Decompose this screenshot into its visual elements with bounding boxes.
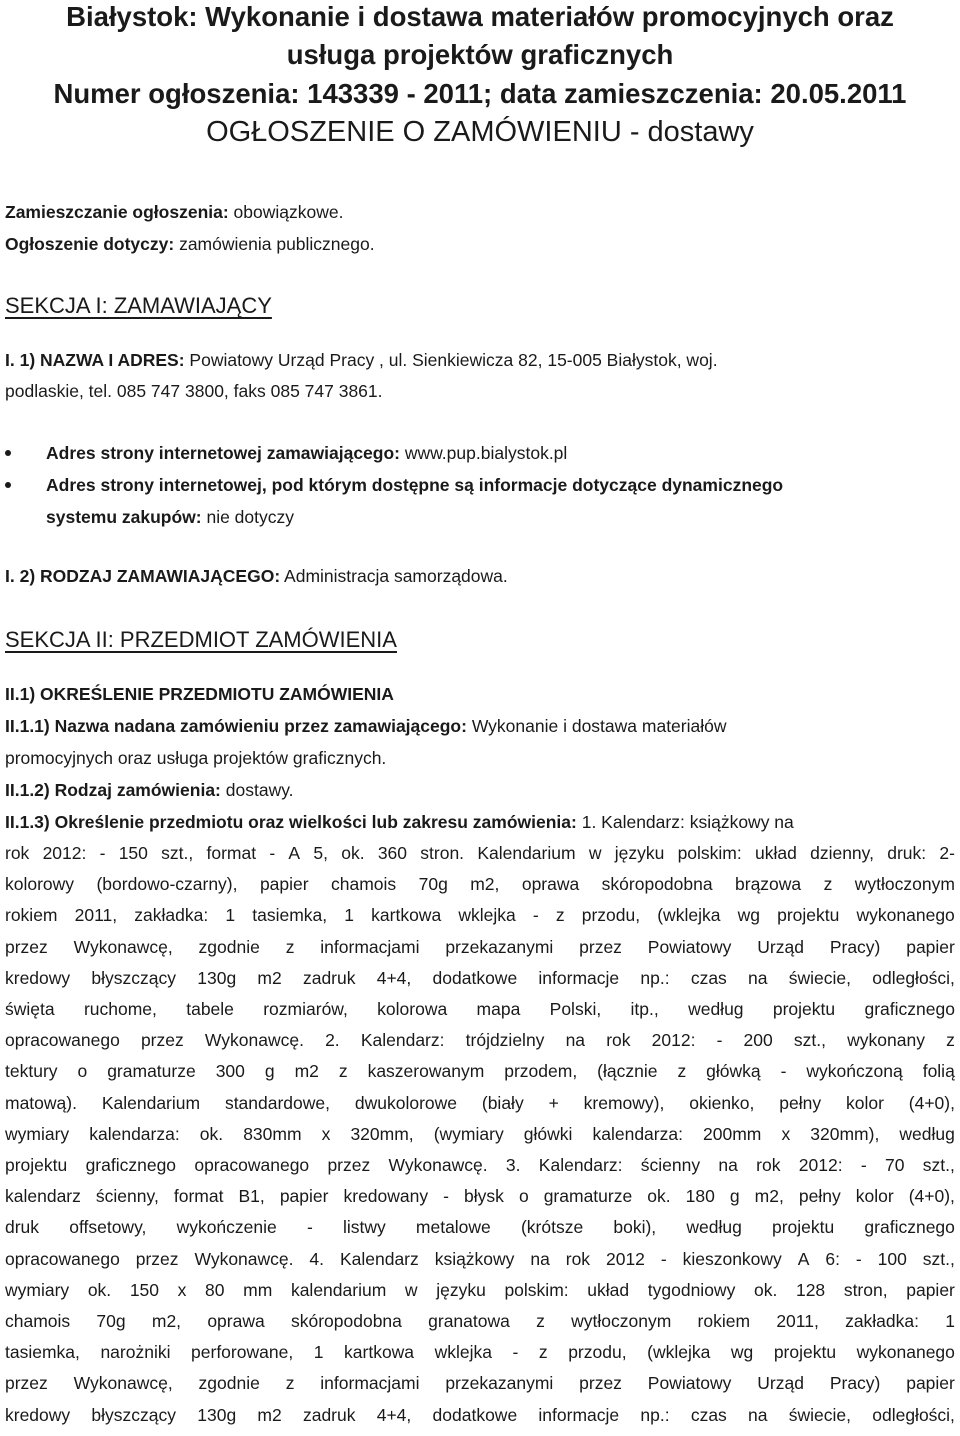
dynamic-system-line-2 xyxy=(46,507,294,528)
scope-line: chamois 70g m2, oprawa skóropodobna granatowa z wytłoczonym rokiem 2011, zakładka: 1 xyxy=(5,1311,955,1331)
scope-line-0: 1. Kalendarz: książkowy na xyxy=(576,812,794,832)
subsection-heading: II.1) OKREŚLENIE PRZEDMIOTU ZAMÓWIENIA xyxy=(5,684,394,704)
bullet-icon xyxy=(5,450,11,456)
scope-line: kredowy błyszczący 130g m2 zadruk 4+4, dodatkowe informacje np.: czas na świecie, odległości, xyxy=(5,967,955,988)
authority-type-line xyxy=(5,566,508,587)
order-name-value-1: Wykonanie i dostawa materiałów xyxy=(466,716,727,736)
scope-line: wymiary kalendarza: ok. 830mm x 320mm, (wymiary główki kalendarza: 200mm x 320mm), według xyxy=(5,1123,955,1144)
scope-line: rokiem 2011, zakładka: 1 tasiemka, 1 kartkowa wklejka - z przodu, (wklejka wg projektu wykonanego xyxy=(5,905,955,926)
order-kind-value: dostawy. xyxy=(220,780,294,800)
document-subtitle: OGŁOSZENIE O ZAMÓWIENIU - dostawy xyxy=(206,116,754,148)
section-2-heading: SEKCJA II: PRZEDMIOT ZAMÓWIENIA xyxy=(5,627,397,652)
placement-line xyxy=(5,197,343,227)
contracting-authority-address: podlaskie, tel. 085 747 3800, faks 085 747 3861. xyxy=(5,381,383,401)
order-kind-line xyxy=(5,780,294,801)
name-label: I. 1) NAZWA I ADRES: xyxy=(5,350,185,370)
concerns-label: Ogłoszenie dotyczy: xyxy=(5,234,175,254)
scope-line: kredowy błyszczący 130g m2 zadruk 4+4, dodatkowe informacje np.: czas na świecie, odległości, xyxy=(5,1404,955,1425)
scope-line: druk offsetowy, wykończenie - listwy metalowe (krótsze boki), według projektu graficznego xyxy=(5,1217,955,1238)
dynamic-system-label-2: systemu zakupów: xyxy=(46,507,202,527)
name-value-1: Powiatowy Urząd Pracy , ul. Sienkiewicza 82, 15-005 Białystok, woj. xyxy=(184,350,718,370)
website-link[interactable]: www.pup.bialystok.pl xyxy=(400,443,568,463)
authority-type-value: Administracja samorządowa. xyxy=(280,566,508,586)
placement-value: obowiązkowe. xyxy=(228,202,344,222)
title-line-1: Białystok: Wykonanie i dostawa materiałów promocyjnych oraz xyxy=(66,1,894,32)
scope-line: święta ruchome, tabele rozmiarów, kolorowa mapa Polski, itp., według projektu graficznego xyxy=(5,999,955,1019)
section-1-heading: SEKCJA I: ZAMAWIAJĄCY xyxy=(5,293,272,318)
scope-line: kolorowy (bordowo-czarny), papier chamois 70g m2, oprawa skóropodobna brązowa z wytłoczonym xyxy=(5,874,955,895)
title-line-2: usługa projektów graficznych xyxy=(286,39,674,70)
order-name-label: II.1.1) Nazwa nadana zamówieniu przez zamawiającego: xyxy=(5,716,467,736)
dynamic-system-value: nie dotyczy xyxy=(201,507,295,527)
scope-line: tasiemka, narożniki perforowane, 1 kartkowa wklejka - z przodu, (wklejka wg projektu wykonanego xyxy=(5,1342,955,1363)
scope-line: tektury o gramaturze 300 g m2 z kaszerowanym przodem, (łącznie z główką - wykończoną folią xyxy=(5,1061,955,1082)
scope-line: opracowanego przez Wykonawcę. 2. Kalendarz: trójdzielny na rok 2012: - 200 szt., wykonany z xyxy=(5,1030,955,1051)
scope-line: projektu graficznego opracowanego przez Wykonawcę. 3. Kalendarz: ścienny na rok 2012: - 70 szt., xyxy=(5,1155,955,1175)
document-title xyxy=(0,0,960,152)
scope-line: przez Wykonawcę, zgodnie z informacjami przekazanymi przez Powiatowy Urząd Pracy) papier xyxy=(5,1373,955,1394)
scope-line: kalendarz ścienny, format B1, papier kredowany - błysk o gramaturze ok. 180 g m2, pełny kolor (4+0), xyxy=(5,1186,955,1207)
order-name-line xyxy=(5,716,727,737)
scope-first-line xyxy=(5,812,794,833)
scope-line: opracowanego przez Wykonawcę. 4. Kalendarz książkowy na rok 2012 - kieszonkowy A 6: - 100 szt., xyxy=(5,1248,955,1269)
order-name-value-2: promocyjnych oraz usługa projektów graficznych. xyxy=(5,748,387,768)
concerns-value: zamówienia publicznego. xyxy=(174,234,375,254)
concerns-line xyxy=(5,229,375,259)
scope-line: przez Wykonawcę, zgodnie z informacjami przekazanymi przez Powiatowy Urząd Pracy) papier xyxy=(5,936,955,957)
website-label: Adres strony internetowej zamawiającego: xyxy=(46,443,400,463)
scope-line: matową). Kalendarium standardowe, dwukolorowe (biały + kremowy), okienko, pełny kolor (4+0), xyxy=(5,1092,955,1113)
title-line-3: Numer ogłoszenia: 143339 - 2011; data zamieszczenia: 20.05.2011 xyxy=(53,78,907,109)
contracting-authority-name xyxy=(5,350,718,371)
authority-type-label: I. 2) RODZAJ ZAMAWIAJĄCEGO: xyxy=(5,566,281,586)
dynamic-system-label: Adres strony internetowej, pod którym dostępne są informacje dotyczące dynamicznego xyxy=(46,475,784,495)
order-kind-label: II.1.2) Rodzaj zamówienia: xyxy=(5,780,221,800)
scope-line: wymiary ok. 150 x 80 mm kalendarium w języku polskim: układ tygodniowy ok. 128 stron, papier xyxy=(5,1279,955,1300)
placement-label: Zamieszczanie ogłoszenia: xyxy=(5,202,229,222)
bullet-icon xyxy=(5,482,11,488)
scope-line: rok 2012: - 150 szt., format - A 5, ok. 360 stron. Kalendarium w języku polskim: układ dzienny, druk: 2- xyxy=(5,843,955,863)
scope-label: II.1.3) Określenie przedmiotu oraz wielkości lub zakresu zamówienia: xyxy=(5,812,577,832)
